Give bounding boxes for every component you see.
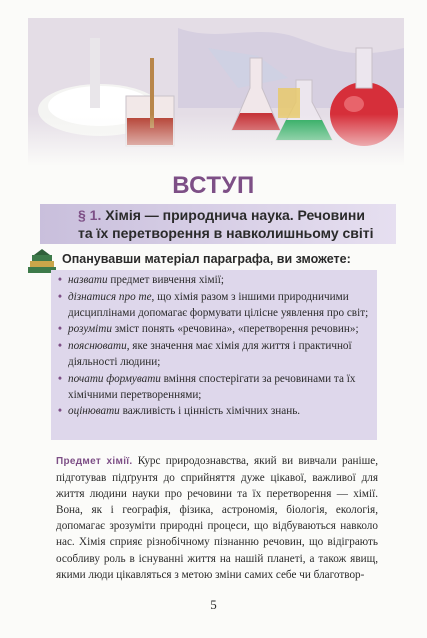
objective-item: • назвати предмет вивчення хімії; (58, 273, 374, 289)
body-paragraph (56, 453, 378, 583)
hero-photo (28, 18, 404, 166)
section-title-line2: та їх перетворення в навколишньому світі (78, 225, 374, 241)
paragraph-lead: Предмет хімії. (56, 456, 133, 467)
section-number: § 1. (78, 207, 102, 223)
objective-item: • пояснювати, яке значення має хімія для життя і практичної діяльності людини; (58, 339, 374, 371)
objective-item: • розуміти зміст понять «речовина», «перетворення речовин»; (58, 322, 374, 338)
objectives-list (58, 273, 374, 421)
objectives-intro: Опанувавши матеріал параграфа, ви зможете: (62, 252, 351, 266)
paragraph-text: Курс природознавства, який ви вивчали раніше, підготував підґрунтя до сприйняття дуже цікавої, важливої для життя людини науки про речовини та їх перетворення — хімії. Вона, як і географія, фізика, астрономія, біологія, екологія, допомагає зрозуміти природні процеси, що відбуваються навколо нас. Хімія сприяє різнобічному пізнанню речовин, що відіграють особливу роль в існуванні життя на нашій планеті, а також явищ, якими люди цікавляться з метою зміни самих себе чи благотвор- (56, 455, 379, 581)
objective-item: • почати формувати вміння спостерігати за речовинами та їх хімічними перетвореннями; (58, 372, 374, 404)
objective-item: • дізнатися про те, що хімія разом з іншими природничими дисциплінами допомагає формувати цілісне уявлення про світ; (58, 290, 374, 322)
chapter-heading: ВСТУП (172, 172, 255, 199)
page-number: 5 (210, 597, 217, 612)
section-title-line1: Хімія — природнича наука. Речовини (105, 207, 365, 223)
objective-item: • оцінювати важливість і цінність хімічних знань. (58, 404, 374, 420)
section-title (78, 206, 398, 242)
